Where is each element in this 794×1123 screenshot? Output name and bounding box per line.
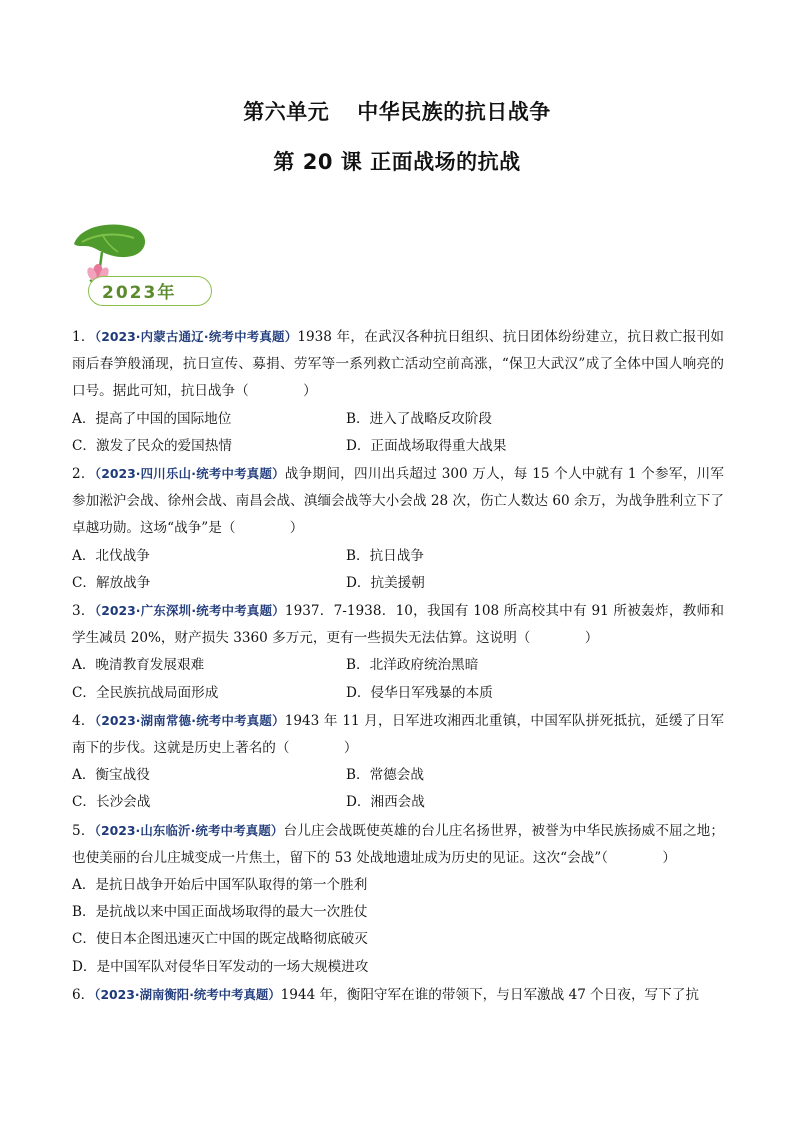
year-badge <box>72 222 217 312</box>
options-4 <box>72 762 724 816</box>
option-a: A．衡宝战役 <box>72 767 150 784</box>
question-3 <box>72 597 724 652</box>
question-4 <box>72 707 724 762</box>
lesson-title: 第 20 课 正面战场的抗战 <box>273 150 521 174</box>
question-source: （2023·湖南衡阳·统考中考真题） <box>94 986 281 1002</box>
options-3 <box>72 652 724 706</box>
option-b: B．常德会战 <box>346 767 424 784</box>
unit-number: 第六单元 <box>243 100 330 124</box>
options-5 <box>72 872 724 981</box>
question-6 <box>72 981 724 1009</box>
question-number: 1． <box>72 329 95 345</box>
year-label: 2023年 <box>102 283 177 303</box>
question-stem: 战争期间，四川出兵超过 300 万人，每 15 个人中就有 1 个参军，川军参加淞沪会战、徐州会战、南昌会战、滇缅会战等大小会战 28 次，伤亡人数达 60 余万，为战争胜利立下了卓越功勋。这场“战争”是（ ） <box>72 466 724 537</box>
option-b: B．抗日战争 <box>346 547 424 564</box>
option-d: D．是中国军队对侵华日军发动的一场大规模进攻 <box>72 958 369 975</box>
option-c: C．使日本企图迅速灭亡中国的既定战略彻底破灭 <box>72 931 368 948</box>
question-number: 4． <box>72 712 95 729</box>
option-d: D．正面战场取得重大战果 <box>346 437 507 454</box>
question-source: （2023·内蒙古通辽·统考中考真题） <box>94 329 298 344</box>
unit-title <box>0 96 794 126</box>
question-number: 6． <box>72 986 95 1003</box>
option-c: C．长沙会战 <box>72 794 151 811</box>
question-stem: 1938 年，在武汉各种抗日组织、抗日团体纷纷建立，抗日救亡报刊如雨后春笋般涌现，抗日宣传、募捐、劳军等一系列救亡活动空前高涨，“保卫大武汉”成了全体中国人响亮的口号。据此可知，抗日战争（ ） <box>72 329 725 400</box>
option-b: B．北洋政府统治黑暗 <box>346 657 479 674</box>
option-c: C．解放战争 <box>72 574 151 591</box>
question-2 <box>72 460 724 543</box>
option-a: A．是抗日战争开始后中国军队取得的第一个胜利 <box>72 877 368 894</box>
question-number: 5． <box>72 822 95 839</box>
option-b: B．是抗战以来中国正面战场取得的最大一次胜仗 <box>72 904 368 921</box>
question-source: （2023·广东深圳·统考中考真题） <box>94 603 285 619</box>
option-d: D．侵华日军残暴的本质 <box>346 684 493 701</box>
question-stem: 台儿庄会战既使英雄的台儿庄名扬世界，被誉为中华民族扬威不屈之地；也使美丽的台儿庄城变成一片焦土，留下的 53 处战地遗址成为历史的见证。这次“会战”（ ） <box>72 822 725 866</box>
option-c: C．激发了民众的爱国热情 <box>72 437 232 454</box>
options-2 <box>72 543 724 597</box>
question-stem: 1944 年，衡阳守军在谁的带领下，与日军激战 47 个日夜，写下了抗 <box>280 986 699 1003</box>
options-1 <box>72 406 724 460</box>
question-source: （2023·四川乐山·统考中考真题） <box>94 466 285 482</box>
question-list <box>72 323 724 1009</box>
option-a: A．提高了中国的国际地位 <box>72 410 232 427</box>
question-5 <box>72 817 724 872</box>
option-a: A．晚清教育发展艰难 <box>72 657 205 674</box>
option-a: A．北伐战争 <box>72 547 150 564</box>
question-stem: 1937．7-1938．10，我国有 108 所高校其中有 91 所被轰炸，教师和学生减员 20%，财产损失 3360 多万元，更有一些损失无法估算。这说明（ ） <box>72 603 724 647</box>
question-source: （2023·山东临沂·统考中考真题） <box>94 822 284 838</box>
question-number: 3． <box>72 603 95 620</box>
option-d: D．湘西会战 <box>346 794 425 811</box>
question-number: 2． <box>72 466 95 483</box>
option-b: B．进入了战略反攻阶段 <box>346 410 492 427</box>
option-c: C．全民族抗战局面形成 <box>72 684 219 701</box>
question-1 <box>72 323 724 406</box>
option-d: D．抗美援朝 <box>346 574 425 591</box>
unit-name: 中华民族的抗日战争 <box>357 100 551 124</box>
question-source: （2023·湖南常德·统考中考真题） <box>94 712 285 728</box>
question-stem: 1943 年 11 月，日军进攻湘西北重镇，中国军队拼死抵抗，延缓了日军南下的步伐。这就是历史上著名的（ ） <box>72 712 725 757</box>
